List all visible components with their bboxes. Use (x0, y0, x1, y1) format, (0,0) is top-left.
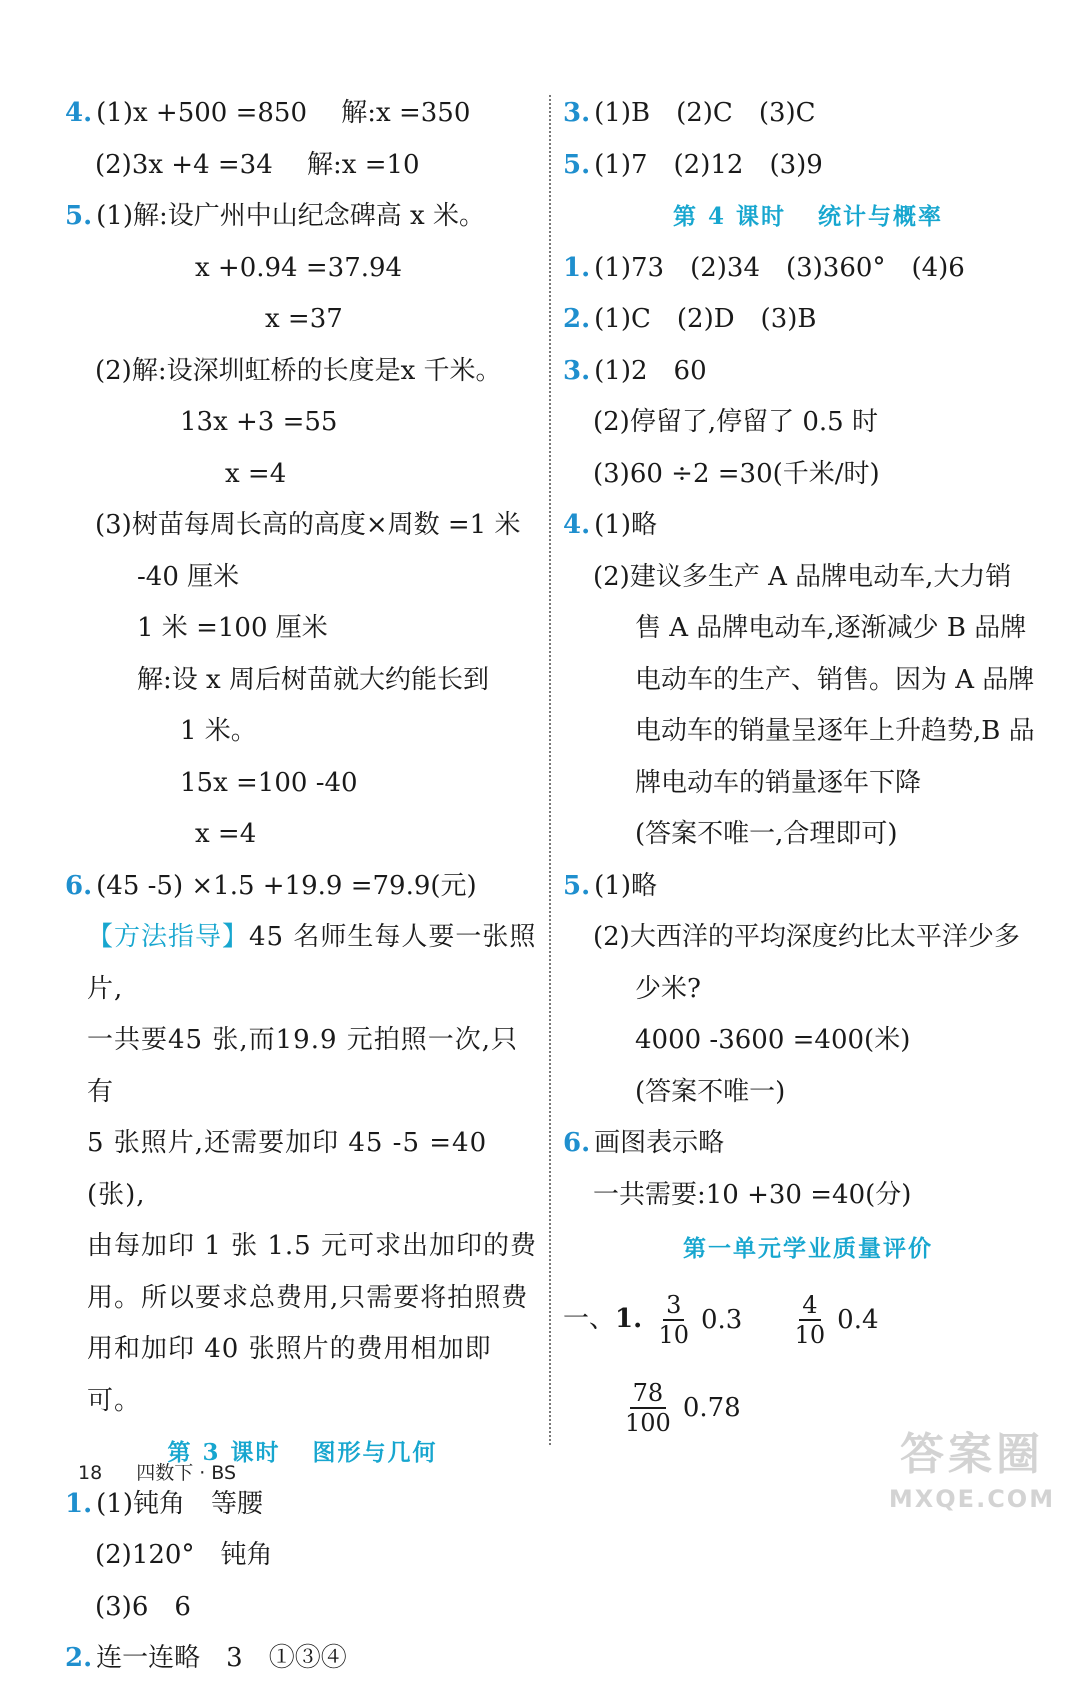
answer-line (65, 603, 540, 655)
answer-line (563, 655, 1053, 707)
answer-line (65, 346, 540, 398)
answer-line (563, 758, 1053, 810)
question-number: 3. (563, 98, 591, 128)
answer-text: (45 -5) ×1.5 +19.9 =79.9(元) (96, 870, 477, 901)
answer-line (65, 655, 540, 707)
lesson4-title-b: 统计与概率 (818, 203, 944, 230)
answer-line (65, 88, 540, 140)
page-number: 18 (78, 1462, 103, 1484)
answer-line (65, 758, 540, 810)
answer-text: 画图表示略 (594, 1128, 725, 1158)
answer-text: (1)解:设广州中山纪念碑高 x 米。 (96, 201, 485, 231)
fraction-numerator: 78 (630, 1379, 667, 1409)
lesson3-title-a: 第 3 课时 (167, 1439, 281, 1466)
lesson3-answers (65, 1479, 540, 1685)
answer-text: (3)60 ÷2 =30(千米/时) (593, 458, 880, 489)
answer-text: (2)3x +4 =34 解:x =10 (95, 149, 420, 180)
answer-text: 15x =100 -40 (180, 767, 358, 798)
answer-line (563, 552, 1053, 604)
answer-line (563, 243, 1053, 295)
answer-text: 1 米。 (180, 716, 257, 746)
decimal-value: 0.78 (682, 1392, 741, 1423)
answer-text: x +0.94 =37.94 (195, 252, 403, 283)
fraction-denominator: 100 (625, 1408, 671, 1437)
question-number: 2. (563, 304, 591, 334)
question-number: 3. (563, 355, 591, 386)
lesson3-title-b: 图形与几何 (312, 1439, 438, 1466)
right-answers (563, 88, 1053, 191)
answer-text: (2)建议多生产 A 品牌电动车,大力销 (593, 561, 1012, 592)
answer-line (65, 1633, 540, 1685)
answer-line (563, 1015, 1053, 1067)
watermark-logo-text: 答案圈 (900, 1429, 1044, 1480)
answer-text: 牌电动车的销量逐年下降 (635, 767, 922, 798)
answer-line (563, 964, 1053, 1016)
answer-line (65, 809, 540, 861)
answer-text: (1)略 (594, 870, 657, 901)
answer-text: 连一连略 3 ①③④ (96, 1643, 347, 1673)
answer-text: (3)6 6 (95, 1591, 191, 1622)
answer-text: -40 厘米 (137, 561, 240, 592)
column-divider (549, 95, 551, 1445)
answer-text: 电动车的生产、销售。因为 A 品牌 (635, 664, 1035, 695)
fraction-denominator: 10 (658, 1320, 689, 1349)
answer-text: 一共需要:10 +30 =40(分) (593, 1179, 912, 1210)
answer-line (563, 1067, 1053, 1119)
left-answers (65, 88, 540, 912)
answer-line (563, 1118, 1053, 1170)
question-number: 5. (563, 149, 591, 180)
fraction (625, 1379, 671, 1437)
answer-text: (1)2 60 (594, 355, 707, 386)
answer-text: 售 A 品牌电动车,逐渐减少 B 品牌 (635, 613, 1027, 643)
answer-line (65, 1582, 540, 1634)
answer-text: (2)解:设深圳虹桥的长度是x 千米。 (95, 355, 502, 386)
answer-text: (1)x +500 =850 解:x =350 (96, 98, 471, 128)
answer-line (563, 294, 1053, 346)
question-number: 2. (65, 1643, 93, 1673)
method-guide-line: 由每加印 1 张 1.5 元可求出加印的费 (87, 1231, 537, 1261)
answer-line (563, 809, 1053, 861)
answer-line (65, 1530, 540, 1582)
unit1-prefix: 一、 (563, 1303, 616, 1334)
answer-text: (2)大西洋的平均深度约比太平洋少多 (593, 922, 1020, 952)
answer-text: x =37 (265, 304, 343, 334)
lesson4-title (563, 191, 1053, 243)
method-guide-line: 一共要45 张,而19.9 元拍照一次,只有 (87, 1025, 519, 1107)
answer-line (563, 88, 1053, 140)
answer-text: (2)停留了,停留了 0.5 时 (593, 407, 878, 437)
answer-line (65, 294, 540, 346)
answer-line (65, 861, 540, 913)
answer-line (65, 397, 540, 449)
answer-line (563, 1170, 1053, 1222)
answer-line (563, 500, 1053, 552)
fraction (658, 1291, 689, 1349)
answer-text: (1)7 (2)12 (3)9 (594, 149, 823, 180)
answer-text: (3)树苗每周长高的高度×周数 =1 米 (95, 510, 521, 540)
answer-text: (1)略 (594, 510, 657, 540)
fraction-numerator: 3 (663, 1291, 684, 1321)
answer-text: (1)钝角 等腰 (96, 1488, 263, 1519)
method-guide-line: 用。所以要求总费用,只需要将拍照费 (87, 1282, 529, 1313)
answer-text: (1)C (2)D (3)B (594, 304, 817, 334)
answer-line (65, 1479, 540, 1531)
answer-line (563, 397, 1053, 449)
page-footer (78, 1458, 270, 1485)
unit1-question-number: 1. (615, 1303, 643, 1334)
answer-text: 1 米 =100 厘米 (137, 613, 328, 643)
answer-line (65, 552, 540, 604)
answer-line (65, 140, 540, 192)
answer-line (65, 500, 540, 552)
question-number: 6. (65, 870, 93, 901)
lesson4-answers (563, 243, 1053, 1222)
question-number: 1. (563, 252, 591, 283)
answer-line (563, 140, 1053, 192)
answer-text: 13x +3 =55 (180, 407, 338, 437)
question-number: 5. (563, 870, 591, 901)
answer-text: x =4 (195, 819, 257, 849)
method-guide-tag: 【方法指导】 (87, 922, 250, 952)
lesson4-title-a: 第 4 课时 (672, 203, 787, 230)
answer-line (563, 449, 1053, 501)
answer-line (563, 346, 1053, 398)
answer-line (563, 706, 1053, 758)
answer-text: 少米? (635, 973, 701, 1004)
answer-line (65, 449, 540, 501)
answer-line (65, 243, 540, 295)
question-number: 4. (563, 510, 591, 540)
answer-line (563, 912, 1053, 964)
question-number: 4. (65, 98, 93, 128)
answer-text: (2)120° 钝角 (95, 1540, 273, 1570)
answer-line (563, 603, 1053, 655)
answer-text: 电动车的销量呈逐年上升趋势,B 品 (635, 716, 1035, 746)
decimal-value: 0.4 (837, 1304, 879, 1335)
answer-text: 4000 -3600 =400(米) (635, 1025, 911, 1055)
answer-line (65, 706, 540, 758)
unit1-fraction-row (563, 1275, 1053, 1363)
answer-line (563, 861, 1053, 913)
decimal-value: 0.3 (700, 1304, 743, 1335)
answer-line (65, 191, 540, 243)
method-guide-line: 45 名师生每人要一张照片, (87, 922, 537, 1004)
answer-text: 解:设 x 周后树苗就大约能长到 (137, 664, 489, 695)
book-label: 四数下 · BS (136, 1462, 237, 1484)
watermark-url: MXQE.COM (888, 1485, 1056, 1513)
fraction (795, 1291, 826, 1349)
unit1-title: 第一单元学业质量评价 (683, 1235, 933, 1262)
right-column (563, 88, 1053, 1451)
fraction-numerator: 4 (799, 1291, 820, 1321)
method-guide-line: 用和加印 40 张照片的费用相加即可。 (87, 1334, 492, 1416)
question-number: 5. (65, 201, 93, 231)
answer-text: x =4 (225, 458, 287, 489)
site-watermark (887, 1426, 1057, 1526)
fraction-denominator: 10 (794, 1320, 826, 1349)
method-guide-line: 5 张照片,还需要加印 45 -5 =40(张), (87, 1128, 488, 1210)
question-number: 1. (65, 1488, 93, 1519)
answer-text: (答案不唯一,合理即可) (635, 819, 898, 849)
question-number: 6. (563, 1128, 591, 1158)
answer-text: (答案不唯一) (635, 1076, 786, 1107)
method-guide (65, 912, 540, 1427)
answer-text: (1)73 (2)34 (3)360° (4)6 (594, 252, 965, 283)
answer-text: (1)B (2)C (3)C (594, 98, 816, 128)
left-column (65, 88, 540, 1685)
